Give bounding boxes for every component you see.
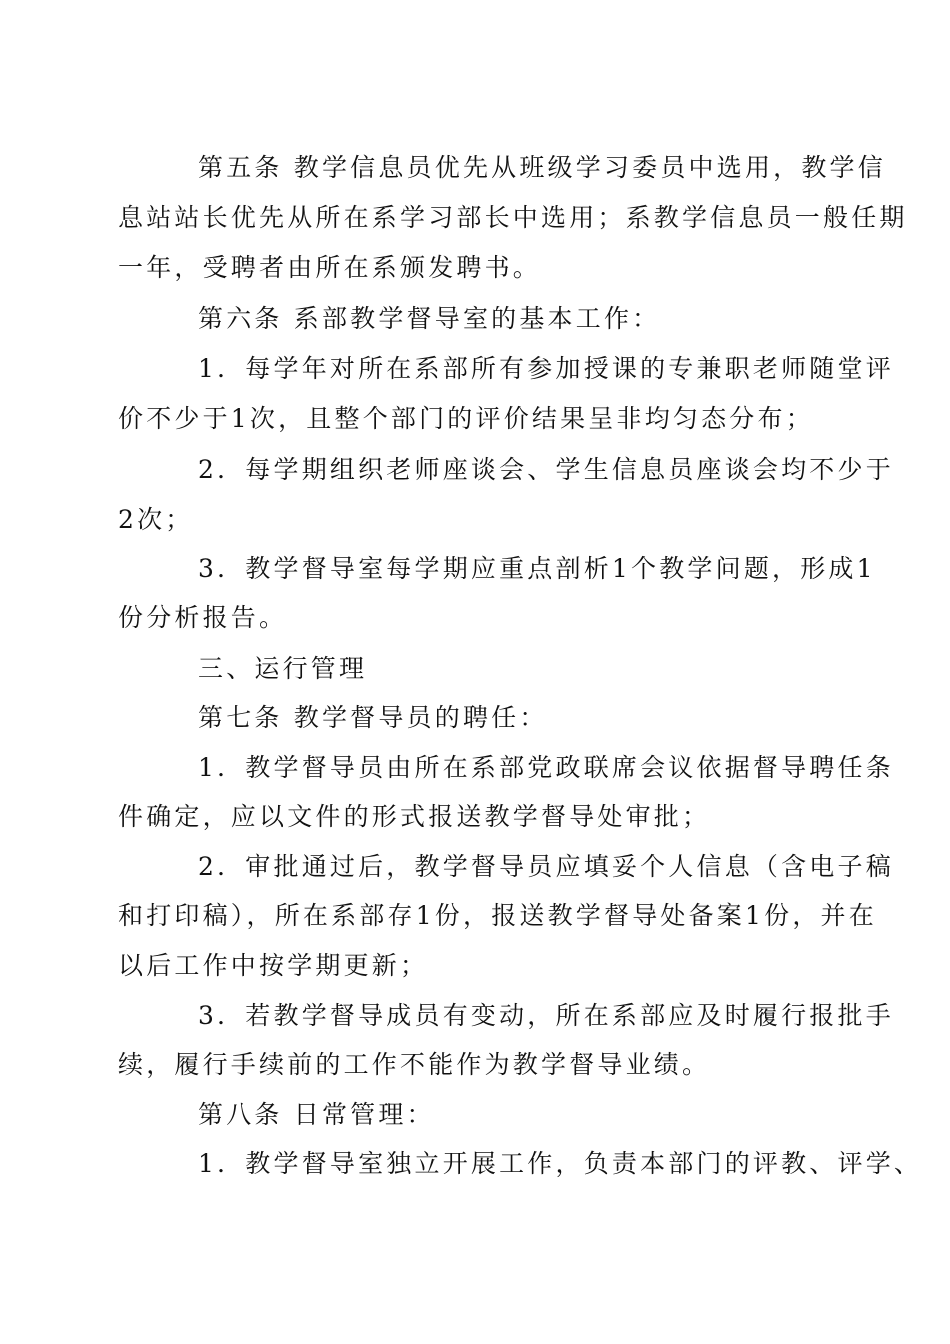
article-6-item-2-line-2: 2次； <box>118 505 194 534</box>
article-7-item-3-line-1: 3．若教学督导成员有变动，所在系部应及时履行报批手 <box>198 1001 894 1030</box>
article-7-item-2-line-1: 2．审批通过后，教学督导员应填妥个人信息（含电子稿 <box>198 852 894 881</box>
article-6-item-1-line-1: 1．每学年对所在系部所有参加授课的专兼职老师随堂评 <box>198 354 894 383</box>
article-8-item-1-line-1: 1．教学督导室独立开展工作，负责本部门的评教、评学、 <box>198 1149 923 1178</box>
article-7-item-1-line-2: 件确定，应以文件的形式报送教学督导处审批； <box>118 802 711 831</box>
article-6-item-3-line-2: 份分析报告。 <box>118 603 288 632</box>
article-7-item-3-line-2: 续，履行手续前的工作不能作为教学督导业绩。 <box>118 1050 711 1079</box>
article-5-line-1: 第五条 教学信息员优先从班级学习委员中选用，教学信 <box>198 153 886 182</box>
article-7-heading: 第七条 教学督导员的聘任： <box>198 703 548 732</box>
article-7-item-2-line-3: 以后工作中按学期更新； <box>118 951 429 980</box>
article-5-line-2: 息站站长优先从所在系学习部长中选用；系教学信息员一般任期 <box>118 203 908 232</box>
article-7-item-2-line-2: 和打印稿），所在系部存1份，报送教学督导处备案1份，并在 <box>118 901 877 930</box>
article-6-item-1-line-2: 价不少于1次，且整个部门的评价结果呈非均匀态分布； <box>118 404 814 433</box>
article-6-heading: 第六条 系部教学督导室的基本工作： <box>198 304 661 333</box>
article-8-heading: 第八条 日常管理： <box>198 1100 435 1129</box>
article-6-item-2-line-1: 2．每学期组织老师座谈会、学生信息员座谈会均不少于 <box>198 455 894 484</box>
article-5-line-3: 一年，受聘者由所在系颁发聘书。 <box>118 253 542 282</box>
article-7-item-1-line-1: 1．教学督导员由所在系部党政联席会议依据督导聘任条 <box>198 753 894 782</box>
section-3-heading: 三、运行管理 <box>198 654 368 683</box>
article-6-item-3-line-1: 3．教学督导室每学期应重点剖析1个教学问题，形成1 <box>198 554 876 583</box>
